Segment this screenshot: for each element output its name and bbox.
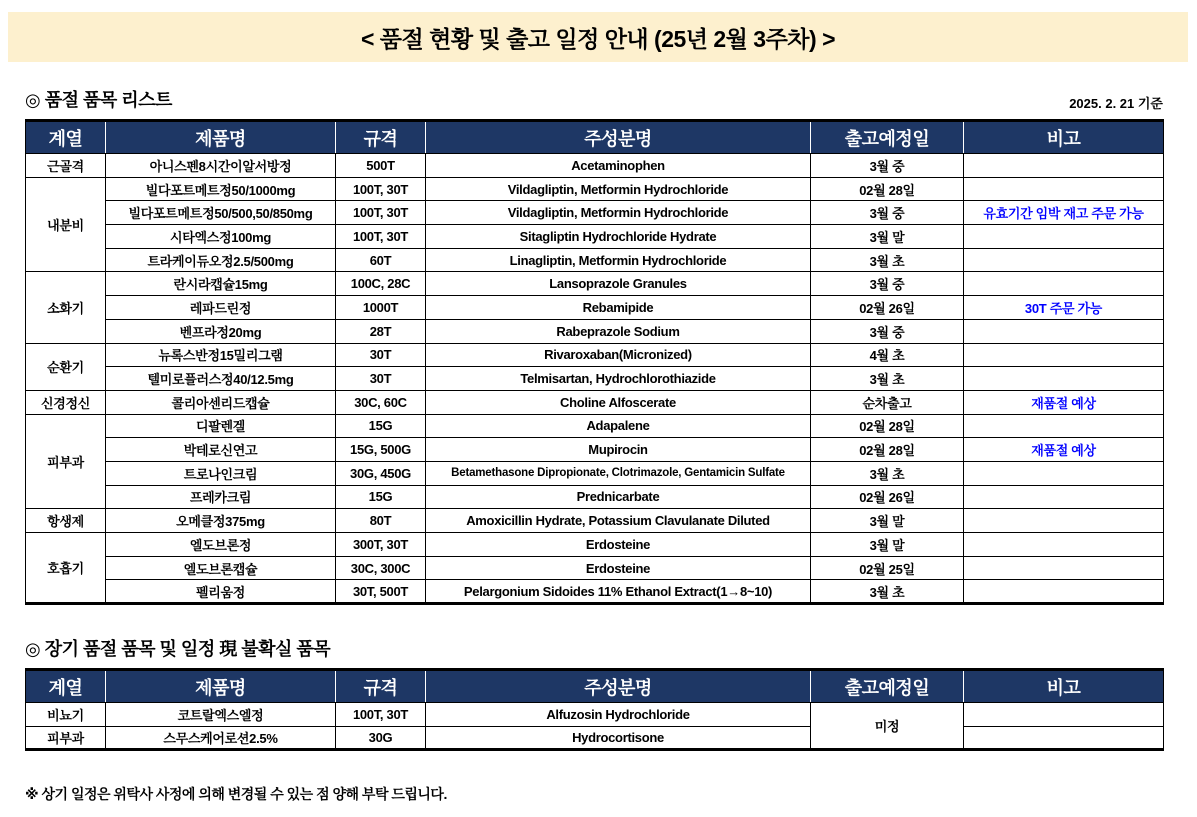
product-cell: 텔미로플러스정40/12.5mg [106,367,336,391]
spec-cell: 30G, 450G [336,461,426,485]
col-header-product: 제품명 [106,121,336,154]
table-header-row [26,121,1164,154]
spec-cell: 60T [336,248,426,272]
category-cell: 순환기 [26,343,106,390]
table-row [26,461,1164,485]
ingredient-cell: Hydrocortisone [426,726,811,750]
product-cell: 스무스케어로션2.5% [106,726,336,750]
category-cell: 근골격 [26,154,106,178]
category-cell: 비뇨기 [26,703,106,727]
ingredient-cell: Erdosteine [426,556,811,580]
table-row [26,726,1164,750]
ingredient-cell: Prednicarbate [426,485,811,509]
category-cell: 신경정신 [26,390,106,414]
col-header-category: 계열 [26,670,106,703]
table-row [26,225,1164,249]
table-row [26,580,1164,604]
product-cell: 란시라캡슐15mg [106,272,336,296]
schedule-cell: 3월 초 [811,580,964,604]
reference-date: 2025. 2. 21 기준 [1069,96,1163,111]
product-cell: 엘도브론정 [106,533,336,557]
ingredient-cell: Mupirocin [426,438,811,462]
schedule-cell: 02월 25일 [811,556,964,580]
remark-cell [964,703,1164,727]
section2-header [25,635,1163,661]
remark-cell: 30T 주문 가능 [964,296,1164,320]
ingredient-cell: Erdosteine [426,533,811,557]
table-row [26,509,1164,533]
stockout-list-table [25,119,1164,605]
remark-cell [964,485,1164,509]
remark-cell [964,319,1164,343]
remark-cell [964,177,1164,201]
table-row [26,177,1164,201]
ingredient-cell: Rabeprazole Sodium [426,319,811,343]
ingredient-cell: Pelargonium Sidoides 11% Ethanol Extract(1→8~10) [426,580,811,604]
table-row [26,703,1164,727]
remark-cell [964,556,1164,580]
spec-cell: 30G [336,726,426,750]
schedule-cell: 3월 초 [811,461,964,485]
remark-cell [964,461,1164,485]
spec-cell: 100T, 30T [336,177,426,201]
schedule-cell: 02월 26일 [811,296,964,320]
remark-cell [964,272,1164,296]
remark-cell [964,414,1164,438]
ingredient-cell: Vildagliptin, Metformin Hydrochloride [426,177,811,201]
col-header-schedule: 출고예정일 [811,670,964,703]
table-row [26,248,1164,272]
table-row [26,390,1164,414]
remark-cell [964,726,1164,750]
ingredient-cell: Rebamipide [426,296,811,320]
remark-cell [964,533,1164,557]
ingredient-cell: Linagliptin, Metformin Hydrochloride [426,248,811,272]
schedule-cell: 02월 28일 [811,438,964,462]
table-row [26,533,1164,557]
schedule-cell: 순차출고 [811,390,964,414]
table-row [26,154,1164,178]
category-cell: 항생제 [26,509,106,533]
category-cell: 내분비 [26,177,106,272]
remark-cell: 재품절 예상 [964,438,1164,462]
schedule-cell: 02월 26일 [811,485,964,509]
category-cell: 호흡기 [26,533,106,604]
schedule-cell: 3월 말 [811,509,964,533]
longterm-stockout-table [25,668,1164,751]
spec-cell: 30T [336,367,426,391]
schedule-cell: 3월 초 [811,367,964,391]
remark-cell [964,509,1164,533]
product-cell: 시타엑스정100mg [106,225,336,249]
spec-cell: 100T, 30T [336,201,426,225]
ingredient-cell: Choline Alfoscerate [426,390,811,414]
col-header-spec: 규격 [336,121,426,154]
table-row [26,438,1164,462]
ingredient-cell: Rivaroxaban(Micronized) [426,343,811,367]
ingredient-cell: Acetaminophen [426,154,811,178]
table-row [26,414,1164,438]
spec-cell: 30T, 500T [336,580,426,604]
table-row [26,272,1164,296]
product-cell: 아니스펜8시간이알서방정 [106,154,336,178]
schedule-cell: 3월 중 [811,154,964,178]
remark-cell [964,225,1164,249]
schedule-cell: 02월 28일 [811,177,964,201]
footer-note: ※ 상기 일정은 위탁사 사정에 의해 변경될 수 있는 점 양해 부탁 드립니다. [25,786,447,803]
col-header-remark: 비고 [964,670,1164,703]
schedule-cell: 3월 중 [811,272,964,296]
col-header-schedule: 출고예정일 [811,121,964,154]
schedule-cell: 3월 말 [811,533,964,557]
category-cell: 피부과 [26,414,106,509]
product-cell: 엘도브론캡슐 [106,556,336,580]
section1-heading: ◎ 품절 품목 리스트 [25,90,172,110]
product-cell: 펠리움정 [106,580,336,604]
page-title: < 품절 현황 및 출고 일정 안내 (25년 2월 3주차) > [360,25,836,52]
product-cell: 벤프라정20mg [106,319,336,343]
table-row [26,296,1164,320]
spec-cell: 300T, 30T [336,533,426,557]
spec-cell: 30T [336,343,426,367]
ingredient-cell: Lansoprazole Granules [426,272,811,296]
table-row [26,319,1164,343]
table-row [26,485,1164,509]
product-cell: 뉴록스반정15밀리그램 [106,343,336,367]
product-cell: 콜리아센리드캡슐 [106,390,336,414]
product-cell: 프레카크림 [106,485,336,509]
col-header-ingredient: 주성분명 [426,670,811,703]
spec-cell: 15G [336,414,426,438]
product-cell: 빌다포트메트정50/500,50/850mg [106,201,336,225]
schedule-cell: 3월 말 [811,225,964,249]
title-banner [8,12,1188,62]
table-row [26,556,1164,580]
spec-cell: 30C, 60C [336,390,426,414]
spec-cell: 15G [336,485,426,509]
col-header-ingredient: 주성분명 [426,121,811,154]
product-cell: 레파드린정 [106,296,336,320]
spec-cell: 30C, 300C [336,556,426,580]
remark-cell [964,248,1164,272]
product-cell: 트라케이듀오정2.5/500mg [106,248,336,272]
spec-cell: 100T, 30T [336,703,426,727]
remark-cell [964,343,1164,367]
section1-header [25,86,1163,112]
product-cell: 오메클정375mg [106,509,336,533]
ingredient-cell: Vildagliptin, Metformin Hydrochloride [426,201,811,225]
product-cell: 빌다포트메트정50/1000mg [106,177,336,201]
product-cell: 트로나인크림 [106,461,336,485]
spec-cell: 500T [336,154,426,178]
schedule-cell: 4월 초 [811,343,964,367]
col-header-remark: 비고 [964,121,1164,154]
spec-cell: 100T, 30T [336,225,426,249]
ingredient-cell: Betamethasone Dipropionate, Clotrimazole, Gentamicin Sulfate [426,461,811,485]
col-header-product: 제품명 [106,670,336,703]
table-header-row [26,670,1164,703]
schedule-cell: 02월 28일 [811,414,964,438]
spec-cell: 28T [336,319,426,343]
product-cell: 박테로신연고 [106,438,336,462]
schedule-cell: 3월 초 [811,248,964,272]
ingredient-cell: Adapalene [426,414,811,438]
product-cell: 코트랄엑스엘정 [106,703,336,727]
table-row [26,201,1164,225]
remark-cell: 유효기간 임박 재고 주문 가능 [964,201,1164,225]
remark-cell [964,154,1164,178]
spec-cell: 15G, 500G [336,438,426,462]
schedule-cell: 3월 중 [811,201,964,225]
schedule-cell: 3월 중 [811,319,964,343]
ingredient-cell: Telmisartan, Hydrochlorothiazide [426,367,811,391]
remark-cell [964,580,1164,604]
ingredient-cell: Alfuzosin Hydrochloride [426,703,811,727]
spec-cell: 1000T [336,296,426,320]
table-row [26,343,1164,367]
product-cell: 디팔렌겔 [106,414,336,438]
category-cell: 소화기 [26,272,106,343]
schedule-cell-merged: 미정 [811,703,964,750]
spec-cell: 100C, 28C [336,272,426,296]
remark-cell: 재품절 예상 [964,390,1164,414]
col-header-spec: 규격 [336,670,426,703]
col-header-category: 계열 [26,121,106,154]
spec-cell: 80T [336,509,426,533]
ingredient-cell: Sitagliptin Hydrochloride Hydrate [426,225,811,249]
ingredient-cell: Amoxicillin Hydrate, Potassium Clavulanate Diluted [426,509,811,533]
table-row [26,367,1164,391]
category-cell: 피부과 [26,726,106,750]
section2-heading: ◎ 장기 품절 품목 및 일정 現 불확실 품목 [25,639,331,660]
remark-cell [964,367,1164,391]
